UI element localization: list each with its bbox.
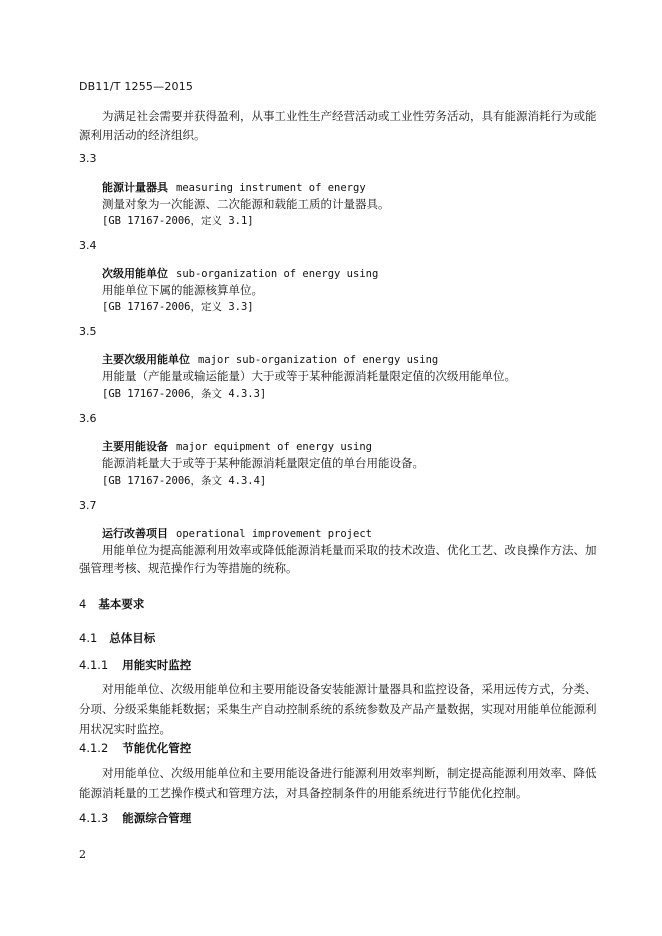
section-number: 4.1.1 [79,658,109,672]
section-title: 基本要求 [98,597,145,611]
standard-id-header: DB11/T 1255—2015 [79,80,194,93]
section-number: 4.1.2 [79,741,109,755]
term-heading [102,179,366,195]
term-en: major equipment of energy using [176,441,372,453]
page-number: 2 [79,848,86,861]
term-en: sub-organization of energy using [176,268,379,280]
section-title: 节能优化管控 [122,741,192,755]
section-heading-4-1 [79,630,155,646]
term-heading [102,351,438,367]
clause-number: 3.7 [79,499,97,512]
section-number: 4.1.3 [79,811,109,825]
term-definition: 能源消耗量大于或等于某种能源消耗量限定值的单台用能设备。 [102,456,424,470]
term-source: [GB 17167-2006，条文 4.3.3] [102,388,267,400]
term-heading [102,525,372,541]
section-heading-4-1-1 [79,657,191,673]
section-4-1-1-body: 对用能单位、次级用能单位和主要用能设备安装能源计量器具和监控设备，采用远传方式，分类、分项、分级采集能耗数据；采集生产自动控制系统的系统参数及产品产量数据，实现对用能单位能源利用状况实时监控。 [79,682,597,736]
clause-number: 3.3 [79,152,97,165]
section-title: 能源综合管理 [122,811,192,825]
term-heading [102,438,372,454]
intro-paragraph-line-2: 源利用活动的经济组织。 [79,128,206,142]
term-source: [GB 17167-2006，定义 3.3] [102,301,254,313]
section-number: 4.1 [79,631,98,645]
clause-number: 3.5 [79,325,97,338]
term-heading [102,265,378,281]
term-definition: 用能量（产能量或输运能量）大于或等于某种能源消耗量限定值的次级用能单位。 [102,369,516,383]
term-zh: 运行改善项目 [102,527,168,540]
term-zh: 能源计量器具 [102,181,168,194]
term-zh: 主要用能设备 [102,440,168,453]
section-4-1-2-body: 对用能单位、次级用能单位和主要用能设备进行能源利用效率判断，制定提高能源利用效率、降低能源消耗量的工艺操作模式和管理方法，对具备控制条件的用能系统进行节能优化控制。 [79,766,597,800]
clause-number: 3.4 [79,239,97,252]
section-title: 总体目标 [109,631,156,645]
term-definition: 测量对象为一次能源、二次能源和载能工质的计量器具。 [102,197,390,211]
clause-number: 3.6 [79,412,97,425]
term-source: [GB 17167-2006，条文 4.3.4] [102,475,267,487]
term-en: measuring instrument of energy [176,182,366,194]
intro-paragraph-line-1: 为满足社会需要并获得盈利，从事工业性生产经营活动或工业性劳务活动，具有能源消耗行为或能 [102,109,597,123]
term-zh: 主要次级用能单位 [102,353,190,366]
term-en: major sub-organization of energy using [198,354,439,366]
term-zh: 次级用能单位 [102,267,168,280]
term-definition-line-2: 强管理考核、规范操作行为等措施的统称。 [79,561,298,575]
section-number: 4 [79,597,87,611]
term-en: operational improvement project [176,528,372,540]
section-heading-4-1-3 [79,810,191,826]
section-heading-4-1-2 [79,740,191,756]
term-definition-line-1: 用能单位为提高能源利用效率或降低能源消耗量而采取的技术改造、优化工艺、改良操作方法、加 [102,543,597,557]
section-title: 用能实时监控 [122,658,192,672]
term-source: [GB 17167-2006，定义 3.1] [102,215,254,227]
term-definition: 用能单位下属的能源核算单位。 [102,283,263,297]
section-heading-4 [79,596,144,612]
